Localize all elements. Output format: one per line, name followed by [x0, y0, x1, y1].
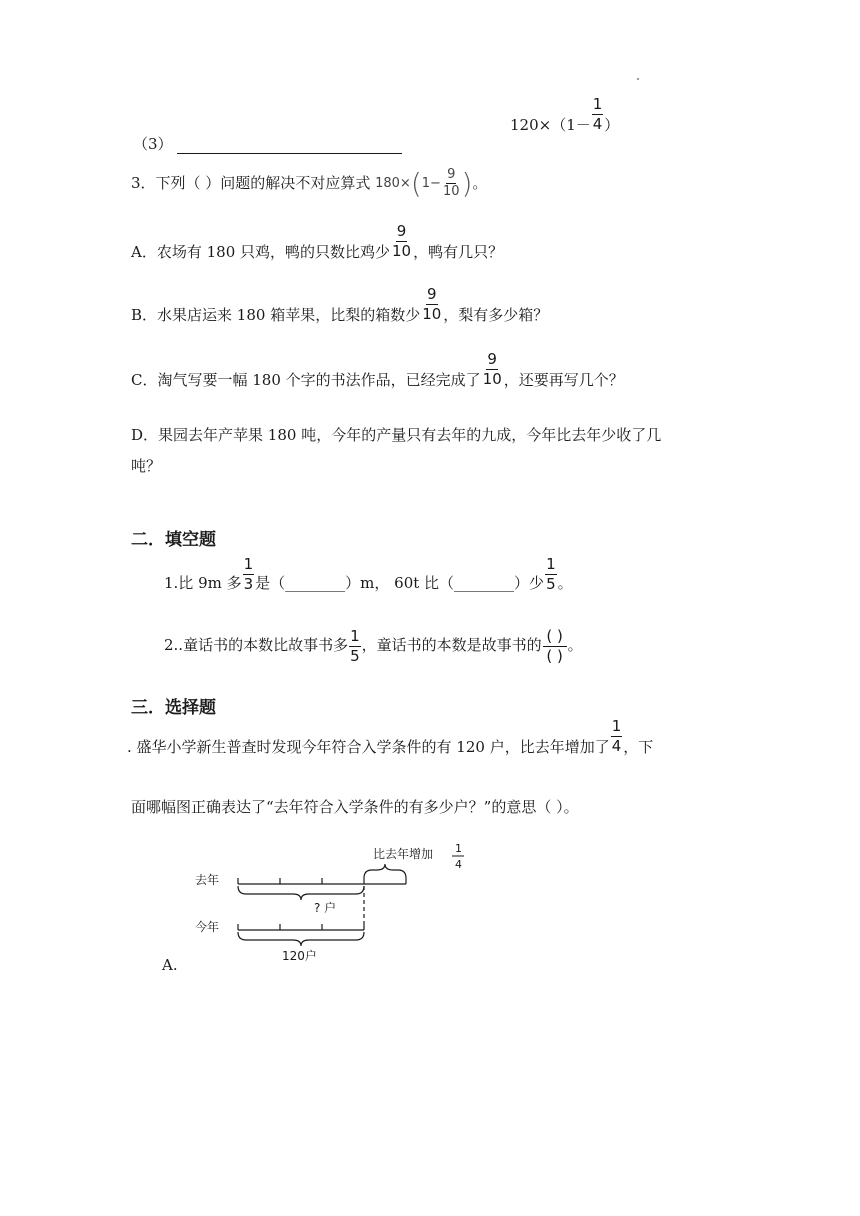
fraction: $\frac{9}{10}$ — [392, 222, 412, 260]
q3-label: （3） — [133, 135, 173, 153]
answer-blank[interactable] — [177, 139, 402, 154]
increase-label: 比去年增加 — [373, 847, 434, 861]
formula: 180× ( 1− $\frac{9}{10}$ ) — [375, 166, 473, 200]
line-segment-diagram — [190, 838, 490, 968]
increase-den: 4 — [455, 858, 462, 871]
value-label: 120户 — [282, 949, 317, 963]
blank-text[interactable]: 是（________）m， 60t 比（________）少 — [255, 574, 545, 592]
answer-fraction-blank[interactable]: $\frac{( )}{( )}$ — [543, 628, 567, 664]
increase-num: 1 — [455, 842, 462, 855]
fill-question-1: 1.比 9m 多 $\frac{1}{3}$ 是（________）m， 60t 比（________）少 $\frac{1}{5}$ 。 — [164, 555, 573, 593]
stray-dot — [637, 78, 639, 80]
question-label: ? 户 — [314, 901, 337, 915]
fraction: $\frac{1}{3}$ — [243, 555, 254, 593]
choice-question-line1: . 盛华小学新生普查时发现今年符合入学条件的有 120 户，比去年增加了 $\frac{1}{4}$ ，下 — [127, 717, 654, 756]
stem-text: 3．下列（ ）问题的解决不对应算式 — [131, 173, 371, 192]
fraction: $\frac{9}{10}$ — [422, 285, 442, 323]
fraction: $\frac{1}{5}$ — [546, 555, 556, 593]
option-c[interactable]: C．淘气写要一幅 180 个字的书法作品，已经完成了 $\frac{9}{10}$ ，还要再写几个？ — [131, 350, 624, 389]
option-d-line1[interactable]: D．果园去年产苹果 180 吨，今年的产量只有去年的九成，今年比去年少收了几 — [131, 426, 662, 444]
option-d-line2: 吨？ — [131, 457, 162, 475]
choice-question-line2: 面哪幅图正确表达了“去年符合入学条件的有多少户？”的意思（ ）。 — [131, 798, 579, 816]
q3-fill-line — [133, 133, 402, 154]
question-3-stem: 3．下列（ ）问题的解决不对应算式 180× ( 1− $\frac{9}{10}$ ) 。 — [131, 166, 488, 200]
option-a-label[interactable]: A. — [162, 956, 178, 974]
expr-suffix: ） — [604, 116, 620, 134]
fraction: $\frac{1}{4}$ — [592, 95, 603, 133]
formula-fraction: $\frac{9}{10}$ — [442, 167, 460, 200]
label-this-year: 今年 — [195, 920, 220, 934]
option-b[interactable]: B．水果店运来 180 箱苹果，比梨的箱数少 $\frac{9}{10}$ ，梨有多少箱？ — [131, 285, 549, 324]
expr-prefix: 120×（1－ — [510, 116, 591, 134]
label-last-year: 去年 — [195, 873, 220, 887]
fraction: $\frac{1}{5}$ — [350, 627, 360, 665]
q3-expression — [510, 95, 620, 144]
section-3-title: 三．选择题 — [131, 698, 216, 718]
fill-question-2: 2..童话书的本数比故事书多 $\frac{1}{5}$ ，童话书的本数是故事书的 $\frac{( )}{( )}$ 。 — [164, 627, 583, 665]
fraction: $\frac{9}{10}$ — [482, 350, 502, 388]
section-2-title: 二．填空题 — [131, 530, 216, 550]
fraction: $\frac{1}{4}$ — [611, 717, 622, 755]
option-a[interactable]: A．农场有 180 只鸡，鸭的只数比鸡少 $\frac{9}{10}$ ，鸭有几只？ — [131, 222, 504, 261]
